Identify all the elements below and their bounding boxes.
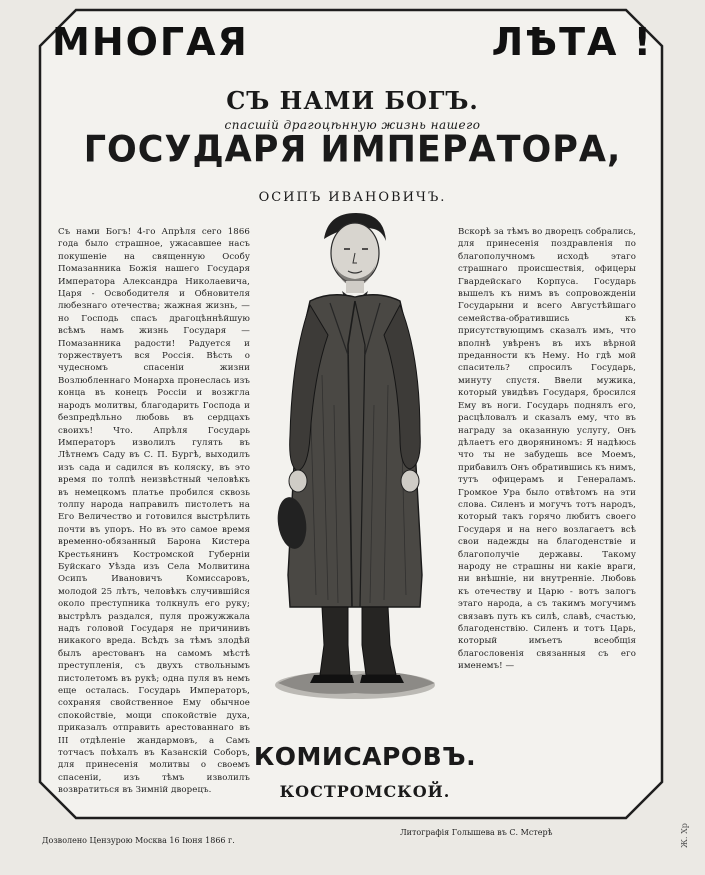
- headline-left: МНОГАЯ: [52, 20, 249, 64]
- headline-right: ЛѢТА !: [491, 20, 653, 64]
- portrait-illustration: [270, 205, 440, 705]
- censor-note: Дозволено Цензурою Москва 16 Іюня 1866 г.: [42, 836, 235, 845]
- place-caption: КОСТРОМСКОЙ.: [279, 782, 451, 801]
- savior-name: ОСИПЪ ИВАНОВИЧЪ.: [258, 190, 447, 205]
- left-column-text: Съ нами Богъ! 4-го Апрѣля сего 1866 года было страшное, ужасавшее насъ покушеніе на священную Особу Помазанника Божія нашего Государя Императора Александра Николаевича, Царя - Освободителя и Обновителя любезнаго отечества; жажная жизнь, — но Господь спасъ драгоцѣннѣйшую всѣмъ намъ жизнь Государя — Помазанника радости! Радуется и торжествуетъ вся Россія. Вѣсть о чудесномъ спасеніи жизни Возлюбленнаго Монарха пронеслась изъ конца въ конецъ Россіи и возжгла народъ молитвы, благодарить Господа и безпредѣльно любовь въ сердцахъ своихъ! Что. Апрѣля Государь Императоръ изволилъ гулять въ Лѣтнемъ Саду въ С. П. Бургѣ, выходилъ изъ сада и садился въ коляску, въ это время по толпѣ неизвѣстный человѣкъ въ немецкомъ платье пробился сквозь толпу народа направилъ пистолетъ на Его Величество и готовился выстрѣлить почти въ упоръ. Но въ это самое время временно-обязанный Барона Кистера Крестьянинъ Костромской Губерніи Буйскаго Уѣзда изъ Села Молвитина Осипъ Ивановичъ Комиссаровъ, молодой 25 лѣтъ, человѣкъ случившійся около преступника толкнулъ его руку; выстрѣлъ раздался, пуля прожужжала надъ головой Государя не причинивъ никакого вреда. Всѣдъ за тѣмъ злодѣй былъ арестованъ на самомъ мѣстѣ преступленія, съ двухъ ствольнымъ пистолетомъ въ рукѣ; одна пуля въ немъ еще осталась. Государь Императоръ, сохраняя свойственное Ему обычное спокойствіе, мощи спокойствіе духа, приказалъ отправить арестованнаго въ III отдѣленіе жандармовъ, а Самъ тотчасъ поѣхалъ въ Казанскій Соборъ, для принесенія молитвы о своемъ спасеніи, изъ тѣмъ изволилъ возвратиться въ Зимній дворецъ.: [58, 227, 250, 796]
- main-title: ГОСУДАРЯ ИМПЕРАТОРА,: [83, 129, 622, 171]
- margin-note: Ж. Хр: [680, 823, 689, 848]
- right-column-text: Вскорѣ за тѣмъ во дворецъ собрались, для принесенія поздравленія по благополучномъ исходѣ этаго страшнаго происшествія, офицеры Гвардейскаго Корпуса. Государь вышелъ къ нимъ въ сопровожденіи Государыни и всего Августѣйшаго семейства-обратившись къ присутствующимъ сказалъ имъ, что вполнѣ увѣренъ въ ихъ вѣрной преданности къ Нему. Но гдѣ мой спаситель? спросилъ Государь, минуту спустя. Ввели мужика, который увидѣвъ Государя, бросился Ему въ ноги. Государь поднялъ его, расцѣловалъ и сказалъ ему, что въ награду за оказанную услугу, Онъ дѣлаетъ его дворяниномъ: Я надѣюсь что ты не забудешь все Моемъ, прибавилъ Онъ обратившись къ нимъ, тутъ офицерамъ и Генераламъ. Громкое Ура было отвѣтомъ на эти слова. Силенъ и могучъ тотъ народъ, который такъ горячо любитъ своего Государя и на него возлагаетъ всѣ свои надежды на благоденствіе и благополучіе державы. Такому народу не страшны ни какіе враги, ни внѣшніе, ни внутренніе. Любовь къ отечеству и Царю - вотъ залогъ этаго народа, а съ такимъ могучимъ связавъ путь къ силѣ, славѣ, счастью, благоденствію. Силенъ и тотъ Царь, который имъетъ всеобщія благословенія связанныя съ его именемъ! —: [458, 227, 636, 672]
- printer-note: Литографія Голышева въ С. Мстерѣ: [400, 828, 553, 837]
- headline: [52, 20, 653, 64]
- name-caption: КОМИСАРОВЪ.: [253, 742, 477, 771]
- tagline: спасшiй драгоцѣнную жизнь нашего: [224, 118, 481, 132]
- subtitle: СЪ НАМИ БОГЪ.: [226, 86, 479, 115]
